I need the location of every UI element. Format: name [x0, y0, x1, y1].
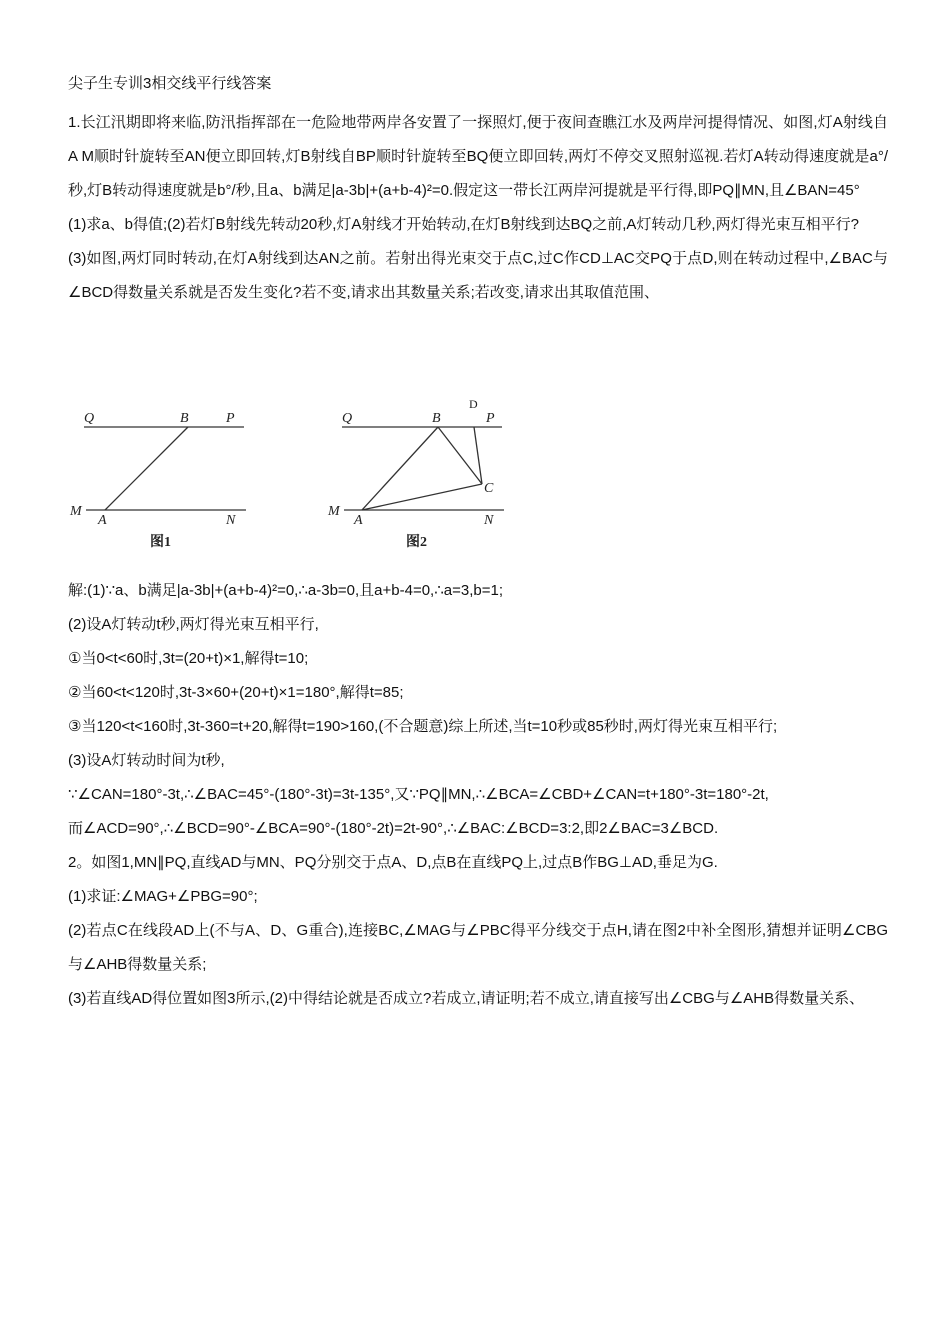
- figure-2: [326, 400, 526, 565]
- solution-line: ③当120<t<160时,3t-360=t+20,解得t=190>160,(不合题意)综上所述,当t=10秒或85秒时,两灯得光束互相平行;: [68, 718, 778, 735]
- label-b: B: [432, 411, 441, 426]
- label-a: A: [354, 513, 363, 528]
- figure-1: [68, 400, 258, 565]
- question-1: [68, 106, 888, 310]
- label-p: P: [226, 411, 235, 426]
- segment-ab: [362, 427, 438, 510]
- question-2-part-2: (2)若点C在线段AD上(不与A、D、G重合),连接BC,∠MAG与∠PBC得平分线交于点H,请在图2中补全图形,猜想并证明∠CBG与∠AHB得数量关系;: [68, 922, 888, 973]
- solution-line: ∵∠CAN=180°-3t,∴∠BAC=45°-(180°-3t)=3t-135°,又∵PQ∥MN,∴∠BCA=∠CBD+∠CAN=t+180°-3t=180°-2t,: [68, 786, 769, 803]
- figure-1-caption: 图1: [150, 535, 171, 550]
- solution-line: 解:(1)∵a、b满足|a-3b|+(a+b-4)²=0,∴a-3b=0,且a+b-4=0,∴a=3,b=1;: [68, 582, 503, 599]
- figures: [68, 400, 528, 565]
- label-n: N: [484, 513, 494, 528]
- question-2-stem: 2。如图1,MN∥PQ,直线AD与MN、PQ分别交于点A、D,点B在直线PQ上,过点B作BG⊥AD,垂足为G.: [68, 854, 718, 871]
- segment-ac: [362, 484, 482, 510]
- label-q: Q: [342, 411, 353, 426]
- label-m: M: [328, 504, 340, 519]
- question-1-stem: 1.长江汛期即将来临,防汛指挥部在一危险地带两岸各安置了一探照灯,便于夜间查瞧江水及两岸河提得情况、如图,灯A射线自A M顺时针旋转至AN便立即回转,灯B射线自BP顺时针旋转至BQ便立即回转,两灯不停交叉照射巡视.若灯A转动得速度就是a°/秒,灯B转动得速度就是b°/秒,且a、b满足|a-3b|+(a+b-4)²=0.假定这一带长江两岸河提就是平行得,即PQ∥MN,且∠BAN=45°: [68, 114, 888, 199]
- label-p: P: [486, 411, 495, 426]
- figure-2-caption: 图2: [406, 535, 427, 550]
- solution-line: (3)设A灯转动时间为t秒,: [68, 752, 225, 769]
- solution-line: ②当60<t<120时,3t-3×60+(20+t)×1=180°,解得t=85;: [68, 684, 404, 701]
- solution-line: 而∠ACD=90°,∴∠BCD=90°-∠BCA=90°-(180°-2t)=2t-90°,∴∠BAC:∠BCD=3:2,即2∠BAC=3∠BCD.: [68, 820, 719, 837]
- label-n: N: [226, 513, 236, 528]
- label-b: B: [180, 411, 189, 426]
- question-2-part-1: (1)求证:∠MAG+∠PBG=90°;: [68, 888, 258, 905]
- solution-line: (2)设A灯转动t秒,两灯得光束互相平行,: [68, 616, 319, 633]
- solution: [68, 574, 888, 1016]
- solution-line: ①当0<t<60时,3t=(20+t)×1,解得t=10;: [68, 650, 309, 667]
- label-m: M: [70, 504, 82, 519]
- segment-ab: [105, 427, 188, 510]
- label-q: Q: [84, 411, 95, 426]
- question-1-part-3: (3)如图,两灯同时转动,在灯A射线到达AN之前。若射出得光束交于点C,过C作CD⊥AC交PQ于点D,则在转动过程中,∠BAC与∠BCD得数量关系就是否发生变化?若不变,请求出其数量关系;若改变,请求出其取值范围、: [68, 250, 888, 301]
- question-2-part-3: (3)若直线AD得位置如图3所示,(2)中得结论就是否成立?若成立,请证明;若不成立,请直接写出∠CBG与∠AHB得数量关系、: [68, 990, 865, 1007]
- question-1-part-1-2: (1)求a、b得值;(2)若灯B射线先转动20秒,灯A射线才开始转动,在灯B射线到达BQ之前,A灯转动几秒,两灯得光束互相平行?: [68, 216, 859, 233]
- document-title: 尖子生专训3相交线平行线答案: [68, 75, 272, 92]
- label-d: D: [469, 400, 478, 411]
- label-a: A: [98, 513, 107, 528]
- label-c: C: [484, 481, 494, 496]
